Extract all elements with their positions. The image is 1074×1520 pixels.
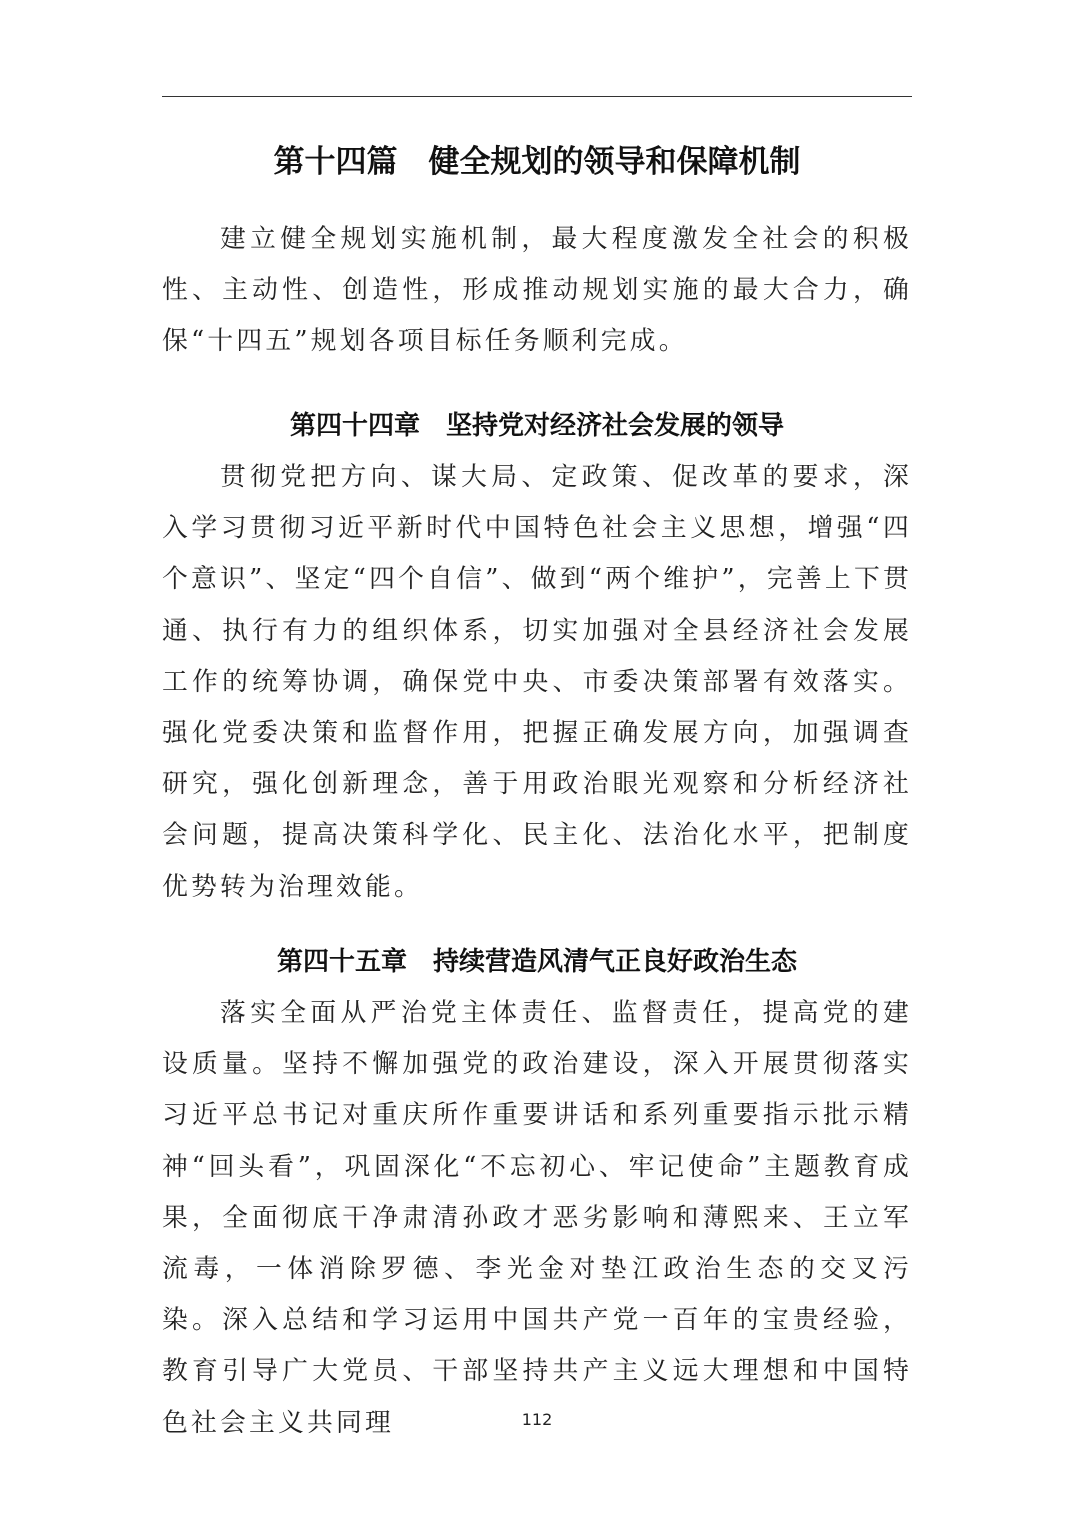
intro-paragraph: 建立健全规划实施机制，最大程度激发全社会的积极性、主动性、创造性，形成推动规划实施的最大合力，确保“十四五”规划各项目标任务顺利完成。 xyxy=(162,224,912,357)
chapter-title-45: 第四十五章 持续营造风清气正良好政治生态 xyxy=(276,947,797,977)
chapter-45-paragraph: 落实全面从严治党主体责任、监督责任，提高党的建设质量。坚持不懈加强党的政治建设，深入开展贯彻落实习近平总书记对重庆所作重要讲话和系列重要指示批示精神“回头看”，巩固深化“不忘初心、牢记使命”主题教育成果，全面彻底干净肃清孙政才恶劣影响和薄熙来、王立军流毒，一体消除罗德、李光金对垫江政治生态的交叉污染。深入总结和学习运用中国共产党一百年的宝贵经验，教育引导广大党员、干部坚持共产主义远大理想和中国特色社会主义共同理 xyxy=(162,998,912,1438)
chapter-44-paragraph: 贯彻党把方向、谋大局、定政策、促改革的要求，深入学习贯彻习近平新时代中国特色社会主义思想，增强“四个意识”、坚定“四个自信”、做到“两个维护”，完善上下贯通、执行有力的组织体系，切实加强对全县经济社会发展工作的统筹协调，确保党中央、市委决策部署有效落实。强化党委决策和监督作用，把握正确发展方向，加强调查研究，强化创新理念，善于用政治眼光观察和分析经济社会问题，提高决策科学化、民主化、法治化水平，把制度优势转为治理效能。 xyxy=(162,462,912,902)
chapter-title-44: 第四十四章 坚持党对经济社会发展的领导 xyxy=(289,411,784,441)
header-rule xyxy=(162,96,912,97)
page-number: 112 xyxy=(521,1410,553,1429)
part-title: 第十四篇 健全规划的领导和保障机制 xyxy=(273,144,801,180)
